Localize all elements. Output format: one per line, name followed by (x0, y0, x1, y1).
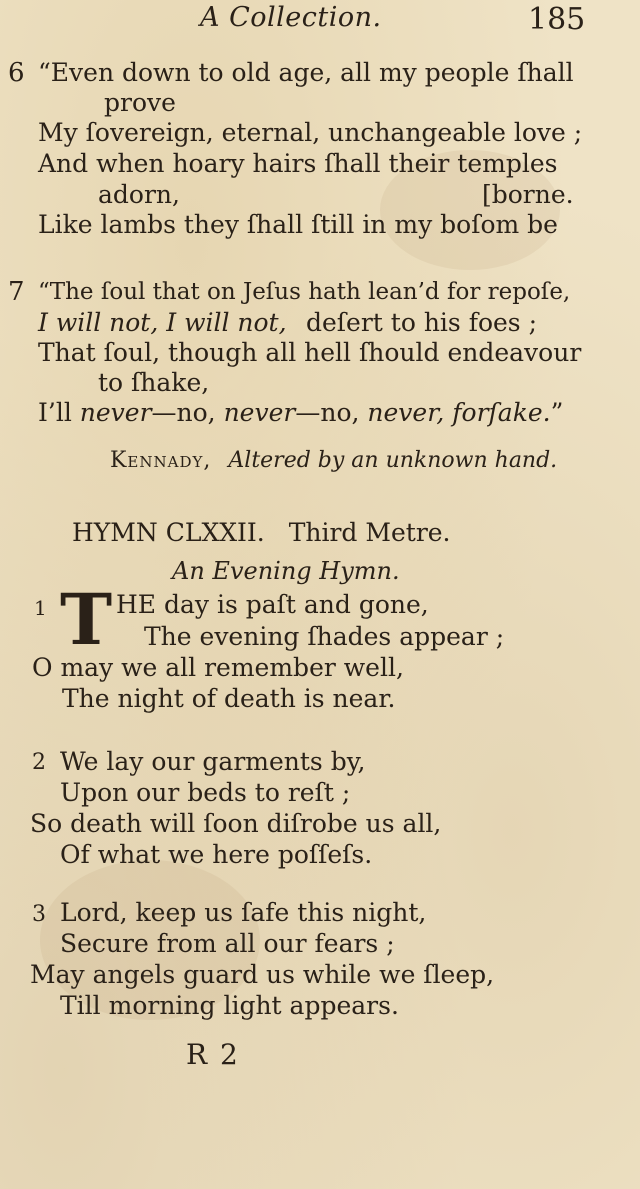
verse-line: O may we all remember well, (32, 653, 404, 682)
verse-line: We lay our garments by, (60, 747, 366, 776)
verse-line: Upon our beds to reſt ; (60, 778, 351, 807)
verse-line-italic: I will not, I will not, (38, 308, 287, 337)
stanza-number: 3 (32, 902, 46, 927)
verse-line: Till morning light appears. (60, 991, 399, 1020)
verse-fragment-italic: never, forſake. (367, 398, 551, 427)
hymn-attribution (110, 448, 557, 473)
verse-fragment: ” (550, 398, 564, 427)
verse-fragment-italic: never (223, 398, 296, 427)
stanza-number: 2 (32, 750, 46, 775)
verse-line: The evening ſhades appear ; (144, 622, 505, 651)
stanza-number: 7 (8, 277, 25, 307)
verse-line: So death will ſoon diſrobe us all, (30, 809, 442, 838)
verse-fragment: I’ll (38, 398, 80, 427)
stanza-number: 1 (34, 596, 47, 620)
verse-line: adorn, (98, 180, 180, 209)
attribution-author: Kennady, (110, 448, 212, 473)
verse-fragment-italic: never (79, 398, 152, 427)
verse-line: to ſhake, (98, 368, 210, 397)
hymn-metre: Third Metre. (288, 518, 451, 547)
verse-fragment: —no, (295, 398, 368, 427)
verse-line: Like lambs they ſhall ſtill in my boſom be (38, 210, 558, 239)
verse-line: “Even down to old age, all my people ſhall (38, 58, 574, 87)
verse-line: My ſovereign, eternal, unchangeable love ; (38, 118, 583, 147)
verse-line: That ſoul, though all hell ſhould endeavour (38, 338, 582, 367)
hymn-heading (72, 518, 451, 547)
verse-line-mixed (38, 398, 563, 428)
verse-line: Lord, keep us ſafe this night, (60, 898, 427, 927)
verse-line: deſert to his foes ; (306, 308, 538, 337)
page-number: 185 (528, 2, 586, 37)
verse-fragment: —no, (151, 398, 224, 427)
verse-line: “The ſoul that on Jeſus hath lean’d for repoſe, (38, 279, 571, 305)
drop-cap: T (60, 578, 113, 661)
verse-line: [borne. (482, 180, 574, 209)
verse-line: And when hoary hairs ſhall their temples (38, 149, 558, 178)
verse-line: HE day is paſt and gone, (116, 590, 429, 619)
stanza-number: 6 (8, 58, 25, 88)
verse-line: prove (104, 88, 176, 117)
verse-line: Secure from all our fears ; (60, 929, 395, 958)
verse-line: The night of death is near. (62, 684, 396, 713)
verse-line: Of what we here poſſeſs. (60, 840, 373, 869)
attribution-note: Altered by an unknown hand. (228, 448, 558, 473)
hymn-subtitle: An Evening Hymn. (172, 557, 400, 585)
verse-line: May angels guard us while we ſleep, (30, 960, 495, 989)
signature-mark: R 2 (186, 1038, 240, 1071)
hymn-title: HYMN CLXXII. (72, 518, 265, 547)
running-title: A Collection. (200, 2, 382, 33)
